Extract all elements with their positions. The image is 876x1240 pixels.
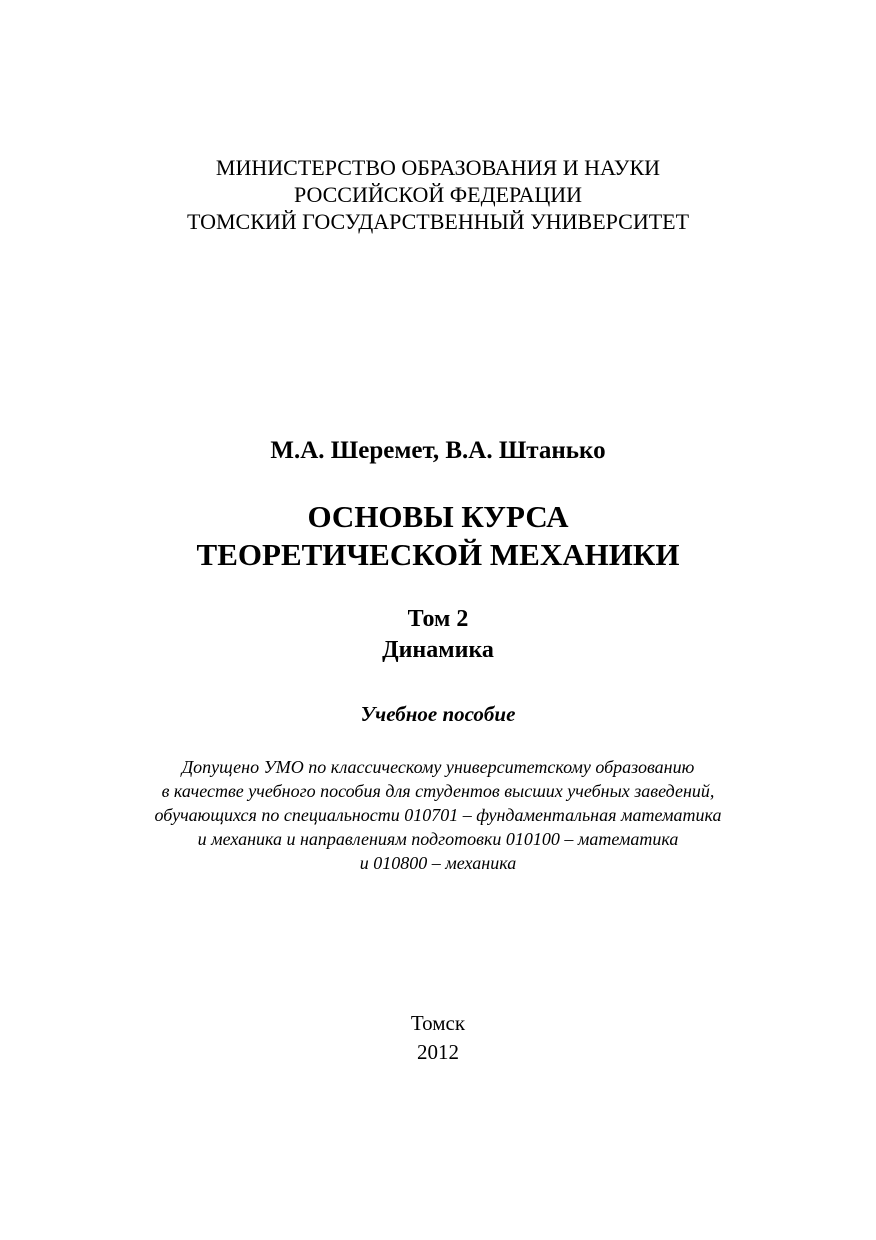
imprint-city: Томск (410, 1011, 466, 1035)
imprint-year: 2012 (417, 1040, 459, 1064)
approval-line: Допущено УМО по классическому университетскому образованию (181, 757, 695, 777)
institution-line: ТОМСКИЙ ГОСУДАРСТВЕННЫЙ УНИВЕРСИТЕТ (186, 209, 690, 234)
approval-line: и 010800 – механика (359, 853, 517, 873)
approval-line: в качестве учебного пособия для студентов высших учебных заведений, (161, 781, 715, 801)
institution-line: МИНИСТЕРСТВО ОБРАЗОВАНИЯ И НАУКИ (215, 155, 661, 180)
authors (0, 434, 876, 468)
book-title (0, 498, 876, 574)
approval-statement (0, 755, 876, 875)
volume-subject: Динамика (382, 637, 494, 663)
book-title-line: ТЕОРЕТИЧЕСКОЙ МЕХАНИКИ (196, 537, 680, 572)
approval-line: обучающихся по специальности 010701 – фундаментальная математика (154, 805, 722, 825)
document-type (0, 700, 876, 728)
authors-text: М.А. Шеремет, В.А. Штанько (270, 437, 606, 464)
institution-header (0, 154, 876, 235)
imprint (0, 1009, 876, 1067)
volume-info (0, 604, 876, 666)
document-type-text: Учебное пособие (360, 702, 516, 726)
volume-number: Том 2 (407, 606, 469, 632)
book-title-line: ОСНОВЫ КУРСА (307, 499, 569, 534)
approval-line: и механика и направлениям подготовки 010100 – математика (197, 829, 679, 849)
institution-line: РОССИЙСКОЙ ФЕДЕРАЦИИ (293, 182, 583, 207)
